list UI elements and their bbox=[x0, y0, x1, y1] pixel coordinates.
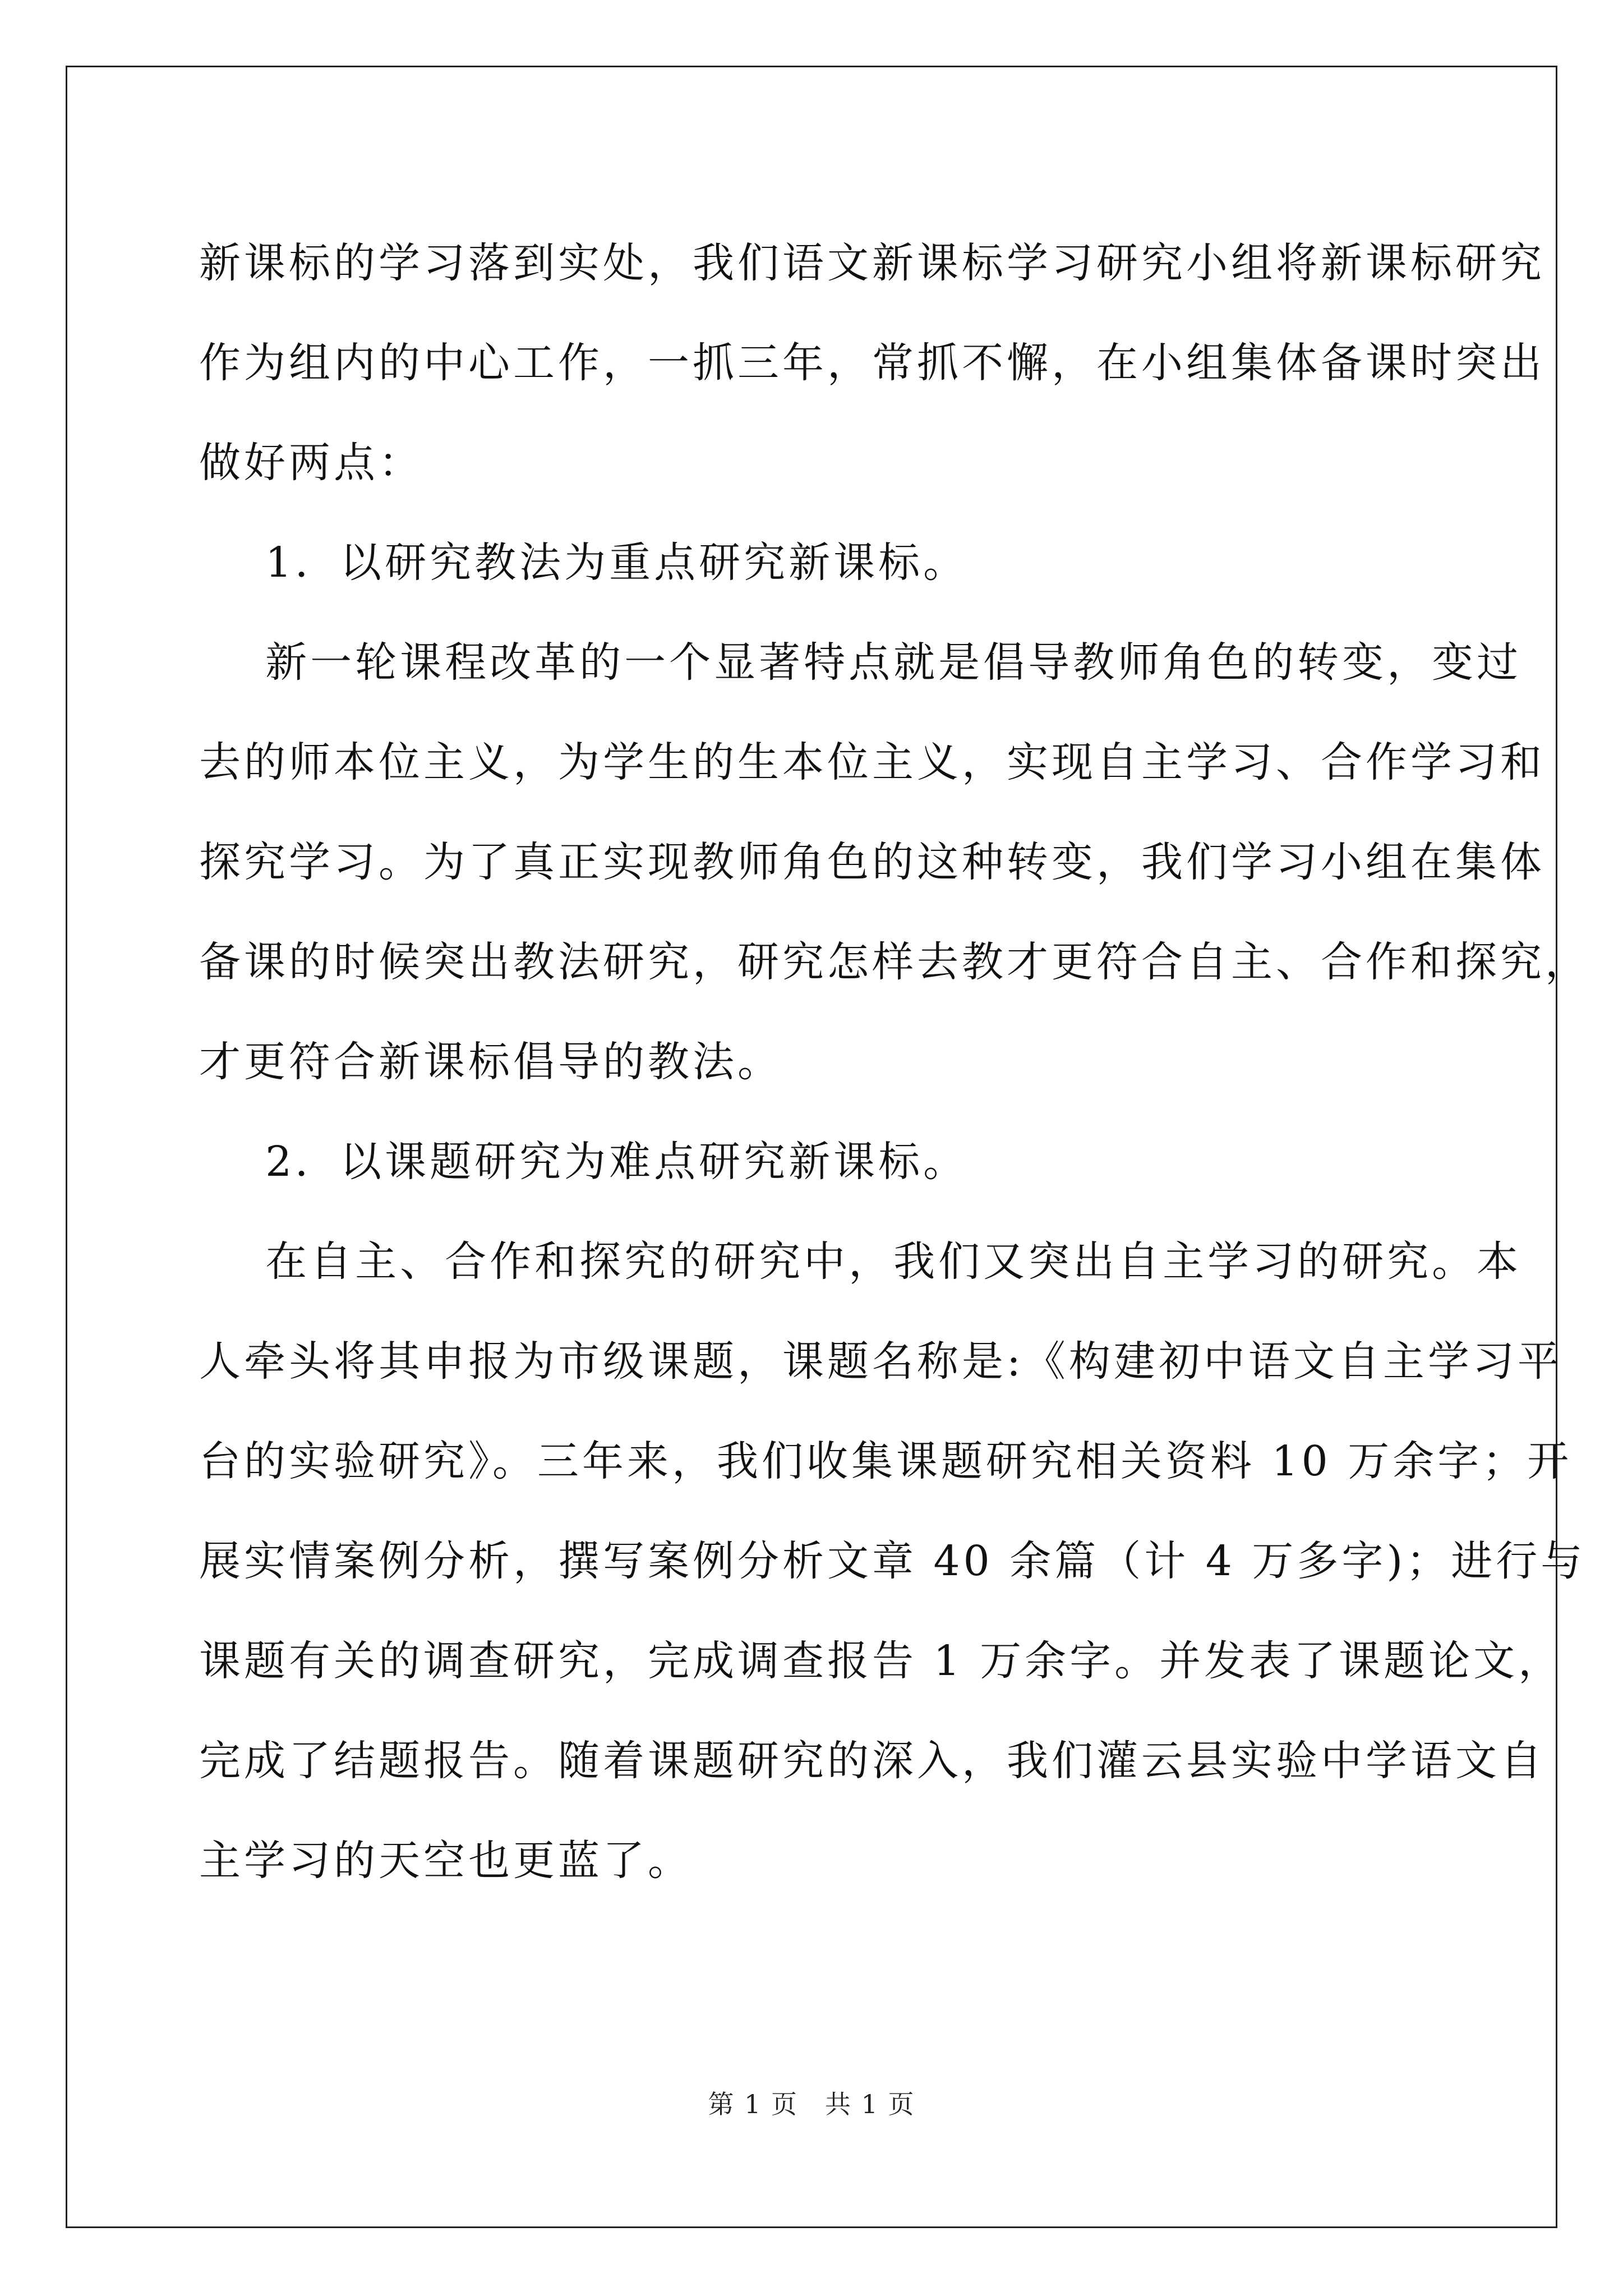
text-line: 去的师本位主义，为学生的生本位主义，实现自主学习、合作学习和 bbox=[199, 738, 1545, 786]
text-line: 主学习的天空也更蓝了。 bbox=[199, 1837, 693, 1885]
section-heading-1: 1．以研究教法为重点研究新课标。 bbox=[199, 539, 969, 587]
text-line: 新一轮课程改革的一个显著特点就是倡导教师角色的转变，变过 bbox=[199, 638, 1522, 687]
text-line: 备课的时候突出教法研究，研究怎样去教才更符合自主、合作和探究， bbox=[199, 938, 1590, 986]
text-line: 作为组内的中心工作，一抓三年，常抓不懈，在小组集体备课时突出 bbox=[199, 339, 1545, 387]
text-line: 探究学习。为了真正实现教师角色的这种转变，我们学习小组在集体 bbox=[199, 838, 1545, 886]
page-footer: 第 1 页 共 1 页 bbox=[708, 2089, 915, 2119]
text-line: 新课标的学习落到实处，我们语文新课标学习研究小组将新课标研究 bbox=[199, 239, 1545, 287]
text-line: 完成了结题报告。随着课题研究的深入，我们灌云县实验中学语文自 bbox=[199, 1737, 1545, 1785]
text-line: 课题有关的调查研究，完成调查报告 1 万余字。并发表了课题论文， bbox=[199, 1637, 1564, 1685]
text-line: 在自主、合作和探究的研究中，我们又突出自主学习的研究。本 bbox=[199, 1237, 1522, 1286]
section-heading-2: 2．以课题研究为难点研究新课标。 bbox=[199, 1138, 969, 1186]
text-line: 才更符合新课标倡导的教法。 bbox=[199, 1038, 782, 1086]
text-line: 人牵头将其申报为市级课题，课题名称是:《构建初中语文自主学习平 bbox=[199, 1337, 1562, 1386]
text-line: 做好两点： bbox=[199, 439, 423, 487]
text-line: 台的实验研究》。三年来，我们收集课题研究相关资料 10 万余字；开 bbox=[199, 1437, 1573, 1485]
text-line: 展实情案例分析，撰写案例分析文章 40 余篇（计 4 万多字)；进行与 bbox=[199, 1537, 1586, 1585]
document-body bbox=[199, 213, 1590, 1911]
